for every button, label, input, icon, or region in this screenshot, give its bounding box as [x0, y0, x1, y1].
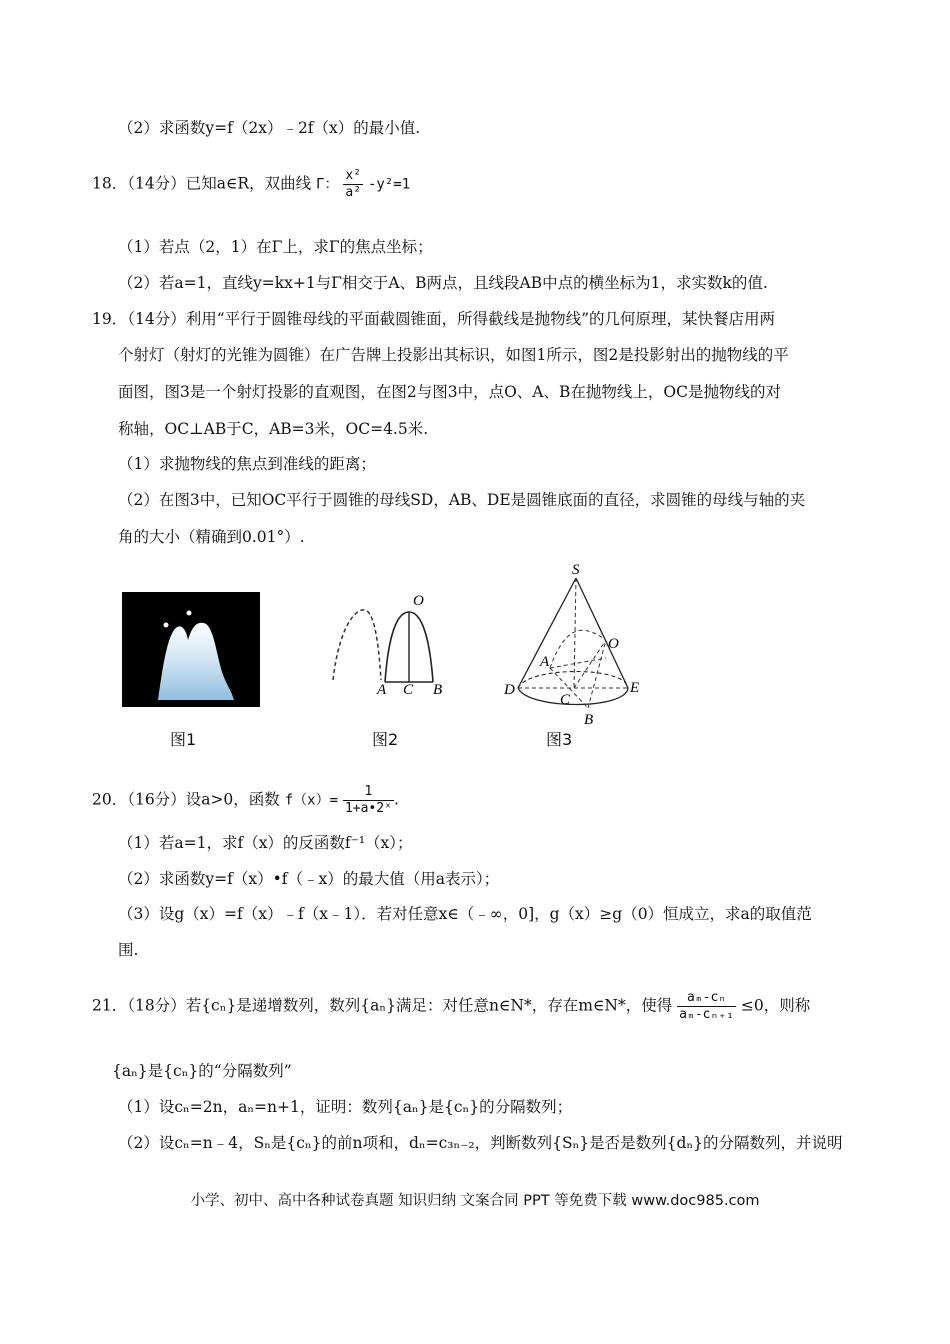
figure-2-caption: 图2	[372, 730, 399, 749]
q20-part2: （2）求函数y=f（x）•f（﹣x）的最大值（用a表示）；	[118, 870, 500, 888]
q20-header: 20．（16分）设a>0，函数	[92, 790, 280, 809]
fig3-label-o: O	[608, 636, 619, 652]
q21-part1: （1）设cₙ=2n，aₙ=n+1，证明：数列{aₙ}是{cₙ}的分隔数列；	[118, 1098, 573, 1116]
q20-fx: f（x）=	[284, 792, 339, 809]
q20-part1: （1）若a=1，求f（x）的反函数f⁻¹（x）；	[118, 834, 413, 852]
fig3-label-b: B	[584, 712, 594, 728]
figure-2-diagram	[325, 588, 455, 698]
q18-header: 18．（14分）已知a∈R，双曲线	[92, 174, 312, 193]
q19-part1: （1）求抛物线的焦点到准线的距离；	[118, 455, 376, 473]
q21-header-line	[92, 990, 810, 1023]
fig2-label-c: C	[403, 682, 414, 698]
figure-3-diagram	[498, 558, 658, 728]
figure-1-image	[122, 592, 260, 707]
q21-frac-num: aₘ-cₙ	[677, 990, 736, 1007]
fig2-label-o: O	[413, 593, 424, 609]
q21-leq: ≤0，则称	[740, 996, 811, 1015]
fig3-label-a: A	[540, 654, 550, 670]
q19-line2: 个射灯（射灯的光锥为圆锥）在广告牌上投影出其标识，如图1所示，图2是投影射出的抛物线的平	[118, 346, 789, 364]
q21-line2: {aₙ}是{cₙ}的“分隔数列”	[112, 1062, 292, 1080]
q21-frac-den: aₘ-cₙ₊₁	[679, 1007, 734, 1022]
fig3-label-e: E	[630, 680, 640, 696]
fig3-label-c: C	[560, 692, 571, 708]
q18-part2: （2）若a=1，直线y=kx+1与Γ相交于A、B两点，且线段AB中点的横坐标为1，求实数k的值.	[118, 274, 768, 292]
q19-line4: 称轴，OC⊥AB于C，AB=3米，OC=4.5米.	[118, 420, 429, 438]
q19-line3: 面图，图3是一个射灯投影的直观图，在图2与图3中，点O、A、B在抛物线上，OC是抛物线的对	[118, 383, 781, 401]
q21-part2: （2）设cₙ=n﹣4，Sₙ是{cₙ}的前n项和，dₙ=c₃ₙ₋₂，判断数列{Sₙ}是否是数列{dₙ}的分隔数列，并说明	[118, 1134, 843, 1152]
q21-fraction	[677, 990, 736, 1023]
fig2-label-b: B	[433, 682, 443, 698]
q20-fraction	[343, 784, 394, 817]
q20-part3a: （3）设g（x）=f（x）﹣f（x﹣1）．若对任意x∈（﹣∞，0]，g（x）≥g（0）恒成立，求a的取值范	[118, 905, 812, 923]
q19-part2b: 角的大小（精确到0.01°）.	[118, 528, 305, 546]
q19-part2a: （2）在图3中，已知OC平行于圆锥的母线SD，AB、DE是圆锥底面的直径，求圆锥的母线与轴的夹	[118, 491, 806, 509]
figure-3-caption: 图3	[546, 730, 573, 749]
q19-line1: 19．（14分）利用“平行于圆锥母线的平面截圆锥面，所得截线是抛物线”的几何原理，某快餐店用两	[92, 310, 776, 328]
q18-fraction	[343, 168, 363, 201]
q20-part3b: 围.	[118, 941, 139, 959]
fig3-label-s: S	[572, 562, 580, 578]
q18-header-line	[92, 168, 410, 201]
page-footer: 小学、初中、高中各种试卷真题 知识归纳 文案合同 PPT 等免费下载 www.doc985.com	[190, 1193, 760, 1209]
q21-header: 21．（18分）若{cₙ}是递增数列，数列{aₙ}满足：对任意n∈N*，存在m∈N*，使得	[92, 996, 673, 1015]
q20-header-line: 20．（16分）设a>0，函数 f（x）= $\frac{1}{\text{1+a•2ˣ}}$ .	[92, 784, 399, 816]
q18-rest: -y²=1	[368, 176, 411, 193]
q20-frac-num: 1	[343, 784, 394, 801]
q18-frac-den: a²	[345, 185, 362, 200]
fig2-label-a: A	[377, 682, 387, 698]
fig3-label-d: D	[504, 682, 515, 698]
figure-1-caption: 图1	[170, 730, 197, 749]
q20-frac-den: 1+a•2ˣ	[344, 801, 392, 816]
q18-frac-num: x²	[345, 168, 362, 183]
q17-part2: （2）求函数y=f（2x）﹣2f（x）的最小值.	[118, 119, 421, 137]
q18-part1: （1）若点（2，1）在Γ上，求Γ的焦点坐标；	[118, 238, 433, 256]
q18-gamma: Γ：	[316, 176, 339, 193]
